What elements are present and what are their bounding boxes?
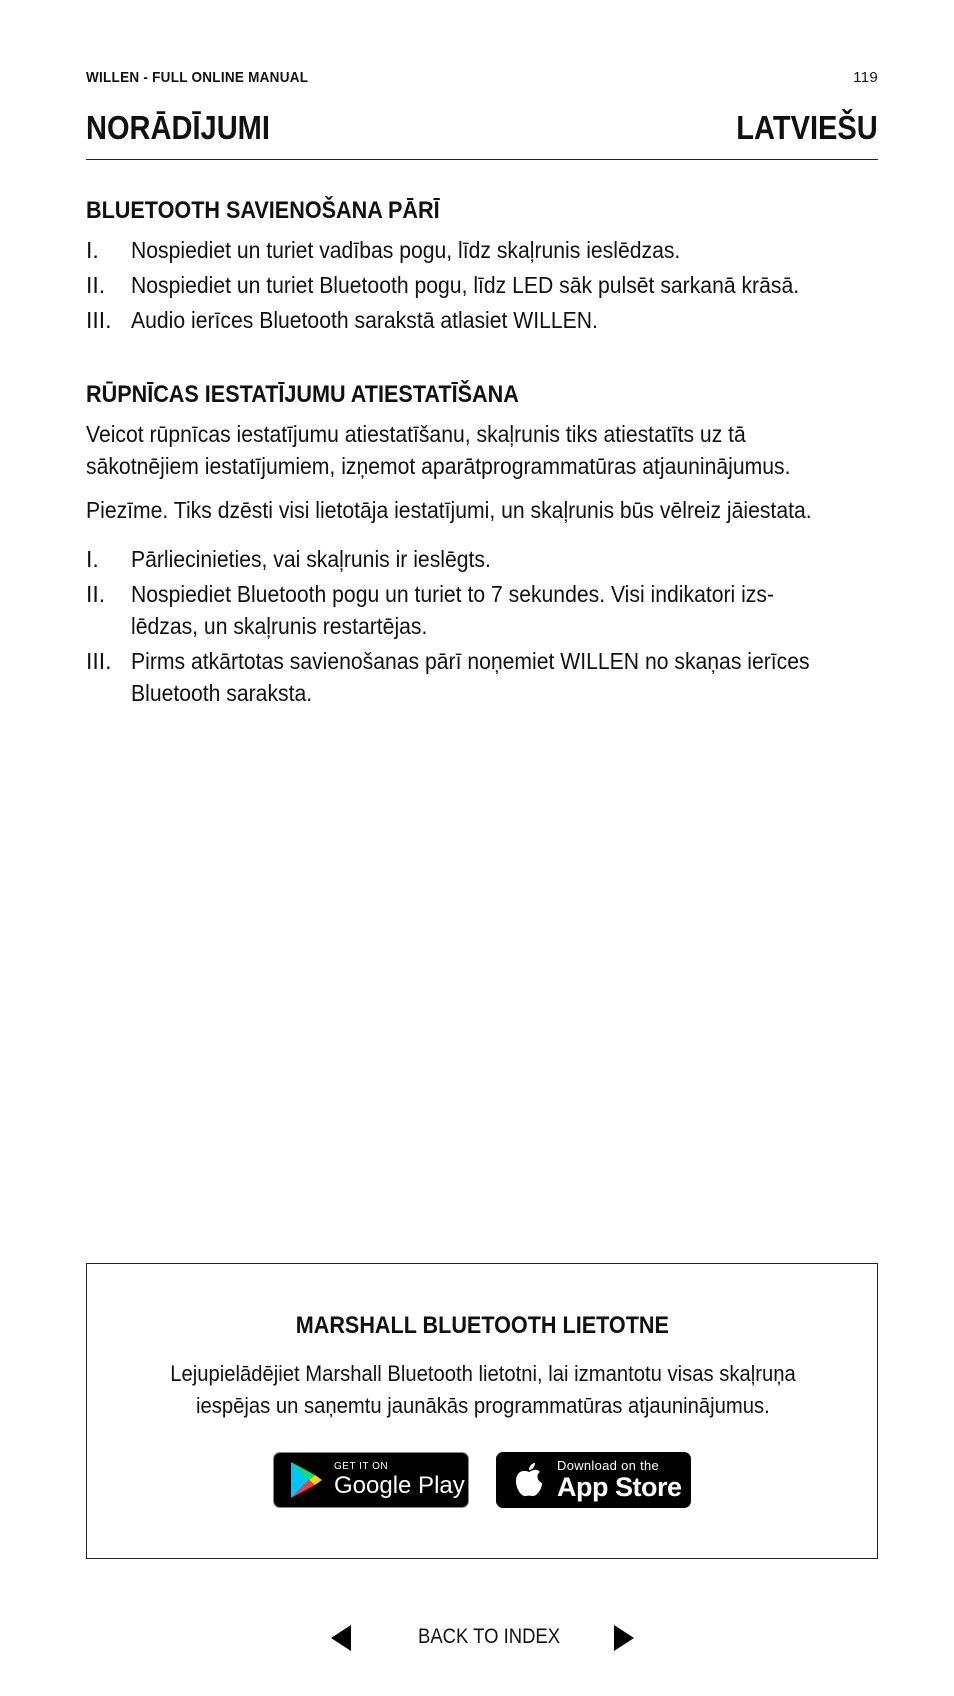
step-text-continued: lēdzas, un skaļrunis restartējas.: [131, 613, 428, 639]
reset-note-text: Piezīme. Tiks dzēsti visi lietotāja iestatījumi, un skaļrunis būs vēlreiz jāiestata.: [86, 497, 812, 523]
app-store-button[interactable]: [496, 1452, 691, 1508]
page-meta: [86, 69, 878, 86]
step-text: Pārliecinieties, vai skaļrunis ir ieslēgts.: [131, 546, 491, 572]
footer-nav: [0, 1618, 954, 1658]
app-box-description: [127, 1358, 839, 1422]
step-text: Nospiediet un turiet vadības pogu, līdz skaļrunis ieslēdzas.: [131, 237, 681, 263]
step-number: I.: [86, 237, 99, 263]
apple-icon: [509, 1460, 549, 1500]
app-box-line: Lejupielādējiet Marshall Bluetooth lietotni, lai izmantotu visas skaļruņa: [170, 1361, 796, 1386]
page-headings: [86, 108, 878, 148]
step-text: Audio ierīces Bluetooth sarakstā atlasiet WILLEN.: [131, 307, 598, 333]
step-text-continued: Bluetooth saraksta.: [131, 680, 313, 706]
step-number: II.: [86, 581, 106, 607]
pairing-steps: [86, 234, 886, 339]
reset-steps: [86, 543, 886, 712]
list-item: [86, 543, 886, 575]
reset-note: [86, 494, 886, 526]
pairing-title: BLUETOOTH SAVIENOŠANA PĀRĪ: [86, 197, 440, 224]
app-store-big-text: App Store: [557, 1472, 682, 1502]
list-item: [86, 269, 886, 301]
step-text: Nospiediet un turiet Bluetooth pogu, līdz LED sāk pulsēt sarkanā krāsā.: [131, 272, 800, 298]
list-item: [86, 578, 886, 642]
list-item: [86, 645, 886, 709]
google-play-icon: [286, 1460, 326, 1500]
triangle-left-icon[interactable]: [331, 1625, 351, 1651]
manual-title: WILLEN - FULL ONLINE MANUAL: [86, 69, 309, 86]
app-store-small-text: Download on the: [557, 1458, 660, 1473]
step-text: Pirms atkārtotas savienošanas pārī noņemiet WILLEN no skaņas ierīces: [131, 648, 810, 674]
google-play-small-text: GET IT ON: [334, 1461, 389, 1472]
app-promo-box: [86, 1263, 878, 1559]
list-item: [86, 304, 886, 336]
list-item: [86, 234, 886, 266]
app-store-label: [557, 1459, 682, 1501]
reset-intro-line: Veicot rūpnīcas iestatījumu atiestatīšanu, skaļrunis tiks atiestatīts uz tā: [86, 421, 746, 447]
reset-intro-line: sākotnējiem iestatījumiem, izņemot aparātprogrammatūras atjauninājumus.: [86, 453, 791, 479]
app-box-line: iespējas un saņemtu jaunākās programmatūras atjauninājumus.: [196, 1393, 770, 1418]
step-number: II.: [86, 272, 106, 298]
language-heading: LATVIEŠU: [736, 109, 878, 146]
reset-intro: [86, 418, 886, 482]
app-box-title: [87, 1312, 877, 1340]
step-number: III.: [86, 307, 112, 333]
section-heading: NORĀDĪJUMI: [86, 109, 270, 146]
step-number: III.: [86, 648, 112, 674]
store-badges: [87, 1452, 877, 1508]
page-number: 119: [853, 69, 878, 86]
google-play-big-text: Google Play: [334, 1472, 465, 1499]
back-to-index-label: BACK TO INDEX: [418, 1625, 561, 1648]
triangle-right-icon[interactable]: [614, 1625, 634, 1651]
back-to-index-link[interactable]: [418, 1625, 579, 1649]
google-play-button[interactable]: [273, 1452, 469, 1508]
reset-title: RŪPNĪCAS IESTATĪJUMU ATIESTATĪŠANA: [86, 381, 519, 408]
app-box-title-text: MARSHALL BLUETOOTH LIETOTNE: [295, 1312, 669, 1339]
google-play-label: [334, 1462, 465, 1498]
step-text: Nospiediet Bluetooth pogu un turiet to 7 sekundes. Visi indikatori izs-: [131, 581, 775, 607]
header-divider: [86, 159, 878, 160]
step-number: I.: [86, 546, 99, 572]
